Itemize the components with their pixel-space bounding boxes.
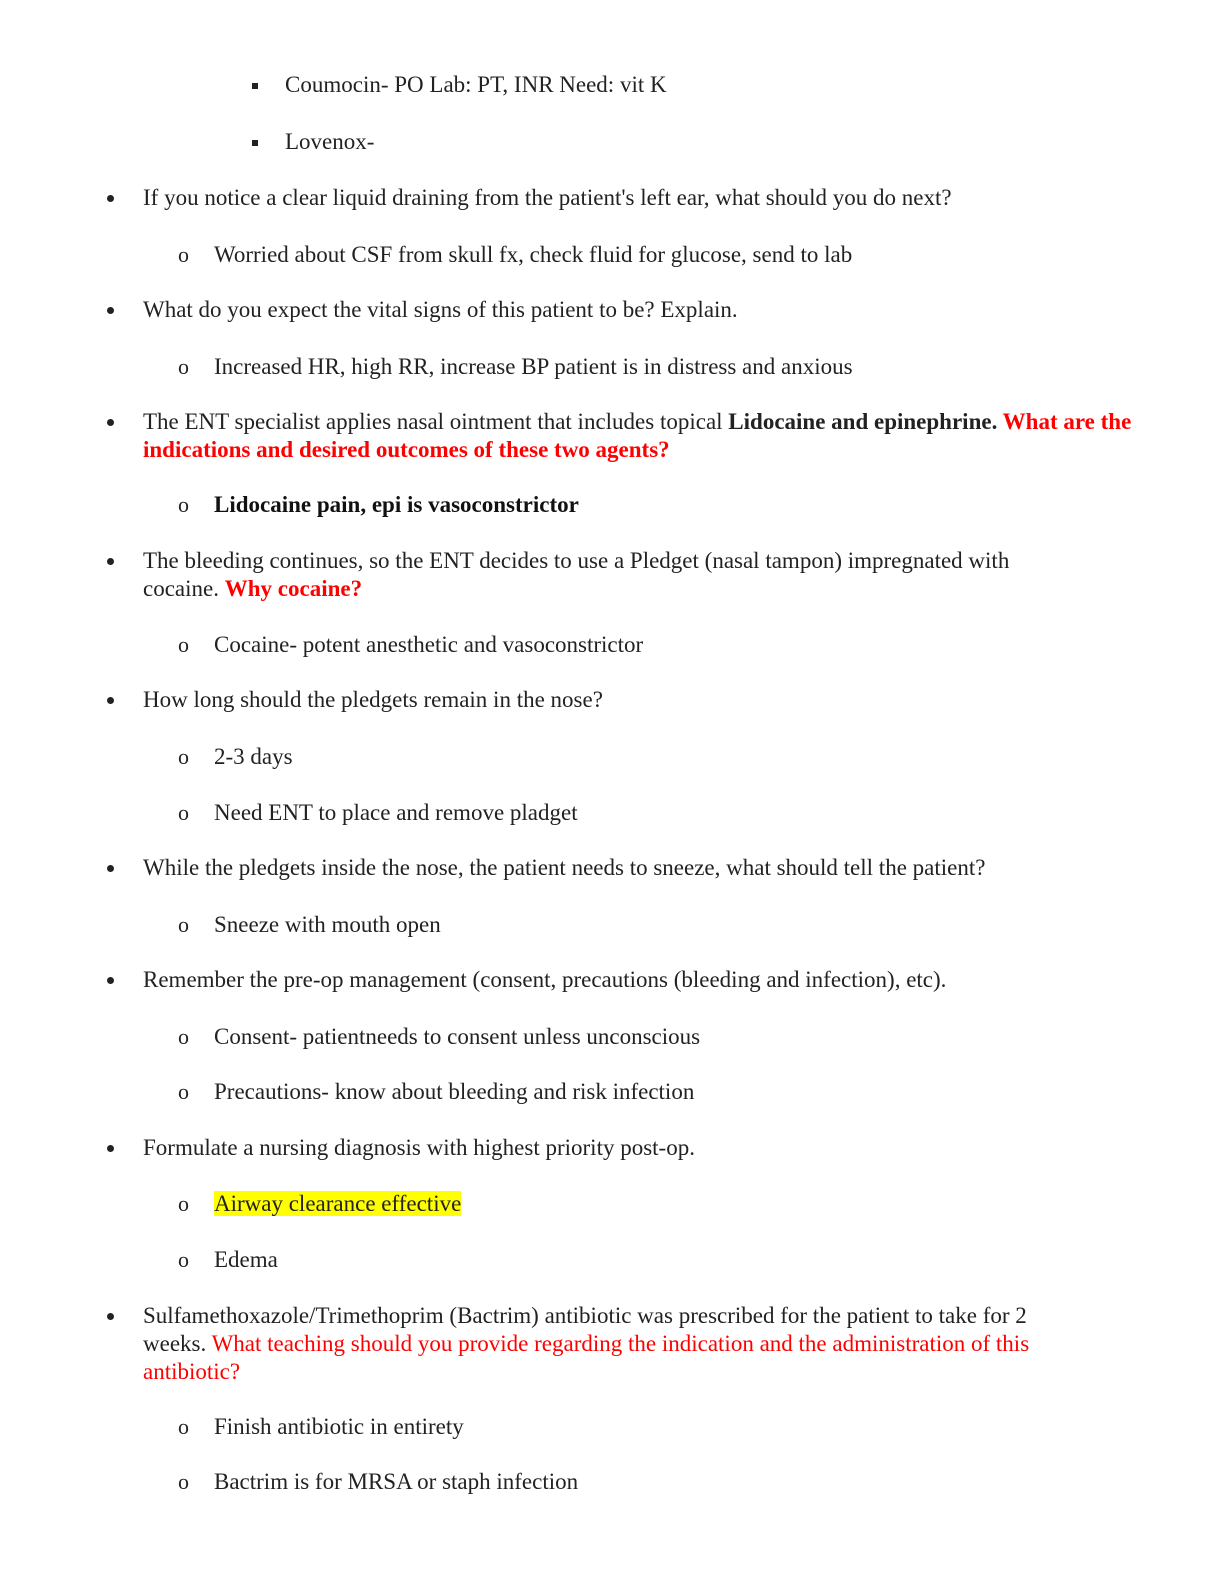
answer-finish-antibiotic: Finish antibiotic in entirety: [214, 1414, 464, 1439]
list-item-coumocin: Coumocin- PO Lab: PT, INR Need: vit K: [285, 72, 667, 97]
answer-airway: [214, 1190, 461, 1218]
sub-bullet-marker: o: [178, 1191, 189, 1216]
question-text: The bleeding continues, so the ENT decides to use a Pledget (nasal tampon) impregnated with cocaine.: [143, 548, 1010, 601]
bullet-dot-icon: [107, 1313, 114, 1320]
sub-bullet-marker: o: [178, 632, 189, 657]
answer-vitals: Increased HR, high RR, increase BP patient is in distress and anxious: [214, 354, 853, 379]
question-bold-text: Lidocaine and epinephrine.: [728, 409, 998, 434]
answer-edema: Edema: [214, 1247, 278, 1272]
sub-bullet-marker: o: [178, 912, 189, 937]
bullet-dot-icon: [107, 307, 114, 314]
answer-sneeze: Sneeze with mouth open: [214, 912, 441, 937]
question-cocaine: [143, 547, 1063, 603]
sub-bullet-marker: o: [178, 800, 189, 825]
question-ear-drainage: If you notice a clear liquid draining from the patient's left ear, what should you do next?: [143, 185, 952, 210]
bullet-dot-icon: [107, 697, 114, 704]
bullet-dot-icon: [107, 865, 114, 872]
sub-bullet-marker: o: [178, 1469, 189, 1494]
question-text: The ENT specialist applies nasal ointment that includes topical: [143, 409, 729, 434]
answer-cocaine: Cocaine- potent anesthetic and vasoconstrictor: [214, 632, 644, 657]
answer-lidocaine: Lidocaine pain, epi is vasoconstrictor: [214, 492, 579, 517]
question-text: Sulfamethoxazole/Trimethoprim (Bactrim) antibiotic was prescribed for the patient to take for 2 weeks.: [143, 1303, 1027, 1356]
sub-bullet-marker: o: [178, 1247, 189, 1272]
bullet-dot-icon: [107, 419, 114, 426]
sub-bullet-marker: o: [178, 744, 189, 769]
sub-bullet-marker: o: [178, 1024, 189, 1049]
question-lidocaine: [143, 408, 1133, 464]
answer-consent: Consent- patientneeds to consent unless unconscious: [214, 1024, 701, 1049]
question-nursing-diagnosis: Formulate a nursing diagnosis with highest priority post-op.: [143, 1135, 695, 1160]
sub-bullet-marker: o: [178, 1414, 189, 1439]
list-item-lovenox: Lovenox-: [285, 129, 375, 154]
question-pledgets-duration: How long should the pledgets remain in the nose?: [143, 687, 603, 712]
question-preop: Remember the pre-op management (consent, precautions (bleeding and infection), etc).: [143, 967, 947, 992]
question-sneeze: While the pledgets inside the nose, the patient needs to sneeze, what should tell the patient?: [143, 855, 986, 880]
square-bullet-icon: [252, 140, 258, 146]
sub-bullet-marker: o: [178, 242, 189, 267]
answer-bactrim-mrsa: Bactrim is for MRSA or staph infection: [214, 1469, 579, 1494]
sub-bullet-marker: o: [178, 354, 189, 379]
bullet-dot-icon: [107, 977, 114, 984]
answer-csf: Worried about CSF from skull fx, check fluid for glucose, send to lab: [214, 242, 853, 267]
answer-days: 2-3 days: [214, 744, 293, 769]
question-red-text: What are the indications and desired outcomes of these two agents?: [143, 409, 1132, 462]
answer-precautions: Precautions- know about bleeding and risk infection: [214, 1079, 695, 1104]
answer-ent-place: Need ENT to place and remove pladget: [214, 800, 578, 825]
question-vital-signs: What do you expect the vital signs of this patient to be? Explain.: [143, 297, 738, 322]
sub-bullet-marker: o: [178, 492, 189, 517]
question-red-text: Why cocaine?: [224, 576, 363, 601]
bullet-dot-icon: [107, 195, 114, 202]
highlighted-text: Airway clearance effective: [214, 1191, 462, 1216]
square-bullet-icon: [252, 83, 258, 89]
bullet-dot-icon: [107, 1145, 114, 1152]
question-bactrim: [143, 1302, 1073, 1386]
bullet-dot-icon: [107, 558, 114, 565]
sub-bullet-marker: o: [178, 1079, 189, 1104]
question-red-text: What teaching should you provide regarding the indication and the administration of this antibiotic?: [143, 1331, 1030, 1384]
